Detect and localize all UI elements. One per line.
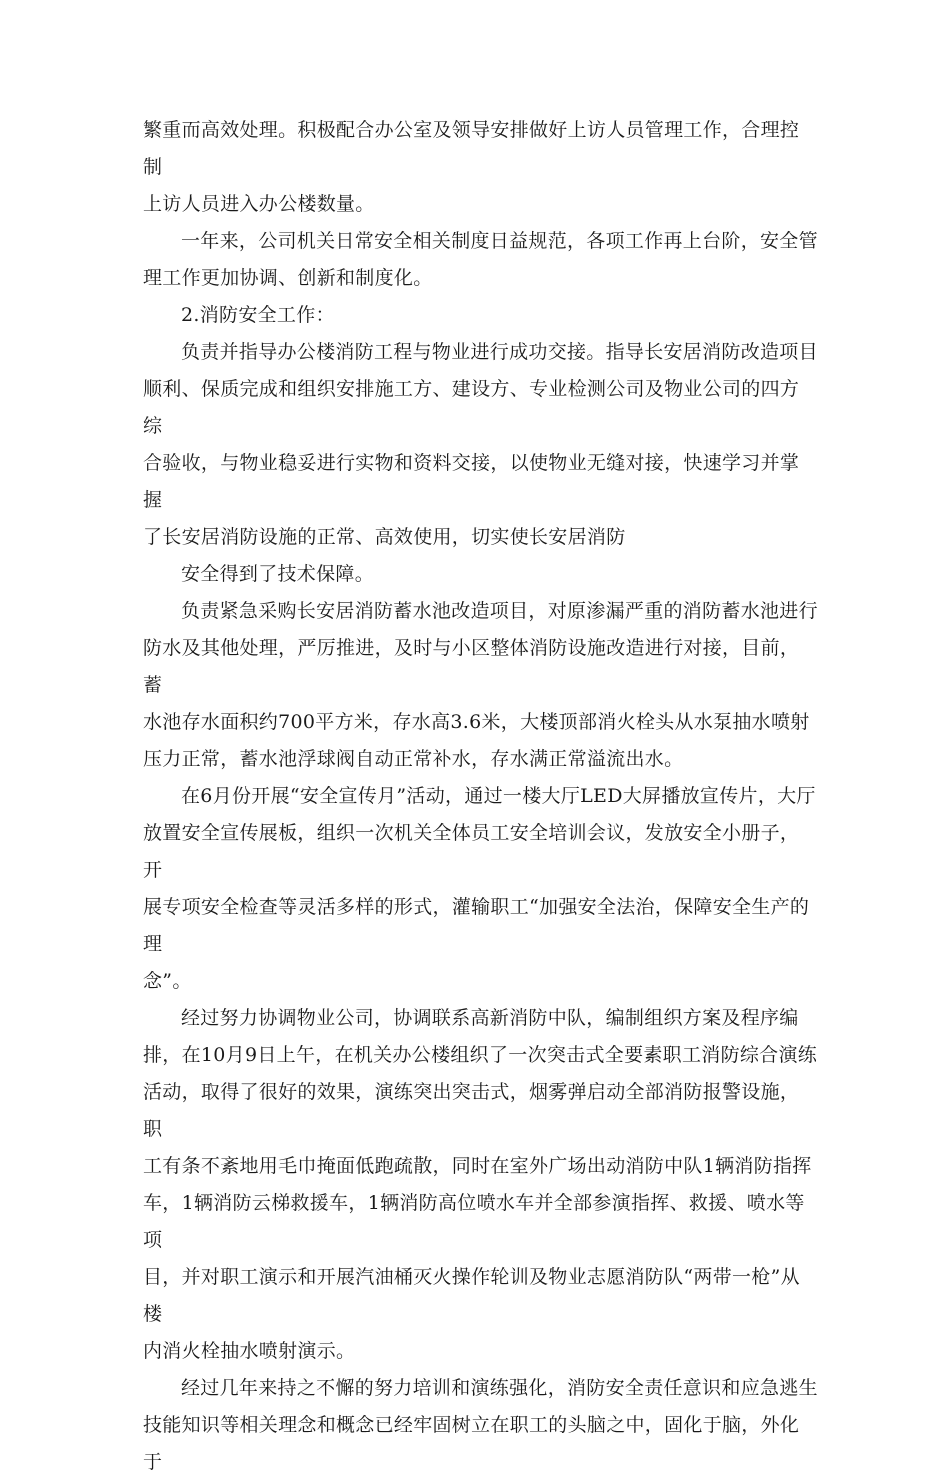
paragraph-6: 在6月份开展“安全宣传月”活动，通过一楼大厅LED大屏播放宣传片，大厅 放置安全宣传展板，组织一次机关全体员工安全培训会议，发放安全小册子，开 展专项安全检查等灵活多样的形式，灌输职工“加强安全法治，保障安全生产的理 念”。 [143,785,816,992]
paragraph-8: 经过几年来持之不懈的努力培训和演练强化，消防安全责任意识和应急逃生 技能知识等相关理念和概念已经牢固树立在职工的头脑之中，固化于脑，外化于 [143,1377,818,1473]
paragraph-5: 负责紧急采购长安居消防蓄水池改造项目，对原渗漏严重的消防蓄水池进行 防水及其他处理，严厉推进，及时与小区整体消防设施改造进行对接，目前，蓄 水池存水面积约700平方米，存水高3.6米，大楼顶部消火栓头从水泵抽水喷射 压力正常，蓄水池浮球阀自动正常补水，存水满正常溢流出水。 [143,600,818,770]
paragraph-7: 经过努力协调物业公司，协调联系高新消防中队，编制组织方案及程序编 排，在10月9日上午，在机关办公楼组织了一次突击式全要素职工消防综合演练 活动，取得了很好的效果，演练突出突击式，烟雾弹启动全部消防报警设施，职 工有条不紊地用毛巾掩面低跑疏散，同时在室外广场出动消防中队1辆消防指挥 车，1辆消防云梯救援车，1辆消防高位喷水车并全部参演指挥、救援、喷水等项 目，并对职工演示和开展汽油桶灭火操作轮训及物业志愿消防队“两带一枪”从楼 内消火栓抽水喷射演示。 [143,1007,818,1362]
document-body [143,112,818,1481]
paragraph-4: 安全得到了技术保障。 [181,563,375,585]
paragraph-2: 一年来，公司机关日常安全相关制度日益规范，各项工作再上台阶，安全管 理工作更加协调、创新和制度化。 [143,230,818,289]
paragraph-3: 负责并指导办公楼消防工程与物业进行成功交接。指导长安居消防改造项目 顺利、保质完成和组织安排施工方、建设方、专业检测公司及物业公司的四方综 合验收，与物业稳妥进行实物和资料交接，以使物业无缝对接，快速学习并掌握 了长安居消防设施的正常、高效使用，切实使长安居消防 [143,341,818,548]
section-heading-fire-safety: 2.消防安全工作： [181,304,335,326]
paragraph-1: 繁重而高效处理。积极配合办公室及领导安排做好上访人员管理工作，合理控制 上访人员进入办公楼数量。 [143,119,800,215]
